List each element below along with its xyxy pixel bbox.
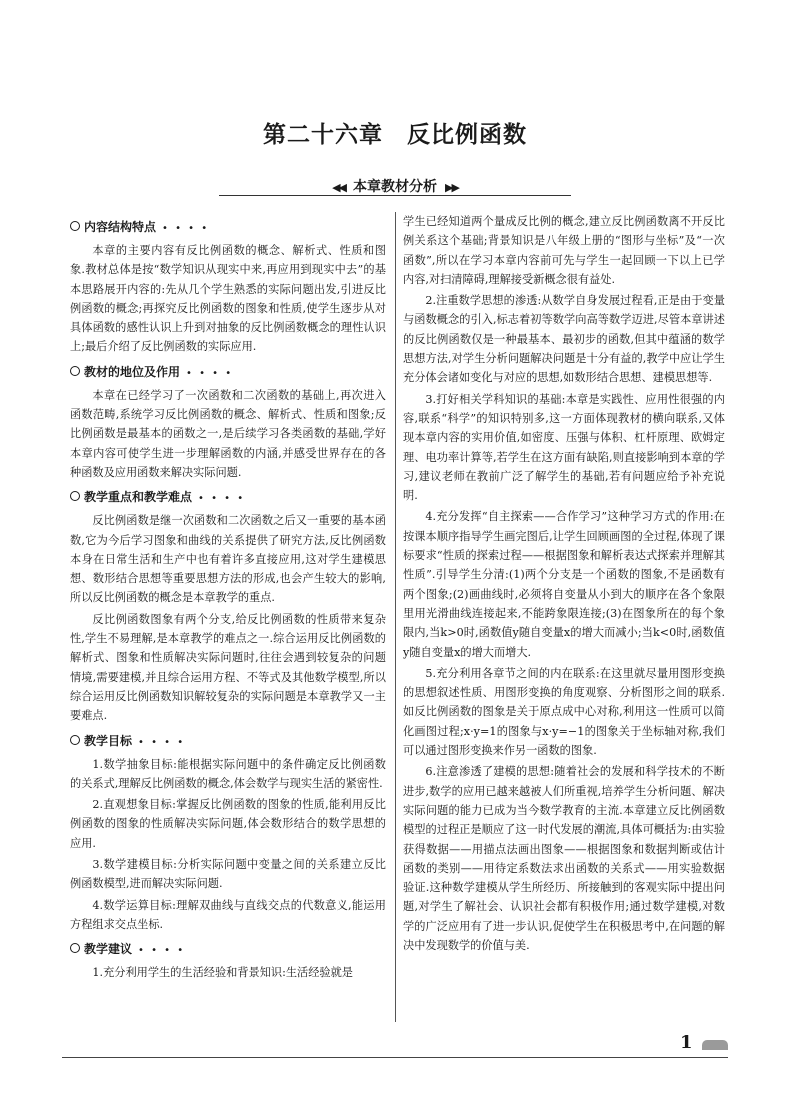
paragraph: 1.充分利用学生的生活经验和背景知识:生活经验就是 (92, 966, 353, 980)
section-heading-suggestions (70, 939, 386, 961)
double-right-arrow-icon: ▶▶ (445, 181, 458, 194)
dots-ornament: • • • • (162, 223, 210, 234)
heading-text: 教学目标 (84, 733, 133, 748)
chapter-title (0, 116, 790, 149)
paragraph: 反比例函数是继一次函数和二次函数之后又一重要的基本函数,它为今后学习图象和曲线的关系提供了研究方法,反比例函数本身在日常生活和生产中也有着许多直接应用,这对学生建模思想、数形结合思想等重要思想方法的形成,也会产生较大的影响,所以反比例函数的概念是本章教学的重点. (70, 514, 386, 605)
paragraph: 4.充分发挥“自主探索——合作学习”这种学习方式的作用:在按课本顺序指导学生画完图后,让学生回顾画图的全过程,体现了课标要求“性质的探索过程——根据图象和解析表达式探索并理解其性质”.引导学生分清:(1)两个分支是一个函数的图象,不是函数有两个图象;(2)画曲线时,必须将自变量从小到大的顺序在各个象限里用光滑曲线连接起来,不能跨象限连接;(3)在图象所在的每个象限内,当k>0时,函数值y随自变量x的增大而减小;当k<0时,函数值y随自变量x的增大而增大. (403, 510, 725, 659)
page-tab-marker (702, 1040, 728, 1050)
paragraph: 5.充分利用各章节之间的内在联系:在这里就尽量用图形变换的思想叙述性质、用图形变换的角度观察、分析图形之间的联系.如反比例函数的图象是关于原点成中心对称,利用这一性质可以简化画图过程;x·y=1的图象与x·y=−1的图象关于坐标轴对称,我们可以通过图形变换来作另一函数的图象. (403, 666, 725, 758)
column-divider (395, 212, 396, 1022)
paragraph: 6.注意渗透了建模的思想:随着社会的发展和科学技术的不断进步,数学的应用已越来越被人们所重视,培养学生分析问题、解决实际问题的能力已成为当今数学教育的主流.本章建立反比例函数模型的过程正是顺应了这一时代发展的潮流,具体可概括为:由实验获得数据——用描点法画出图象——根据图象和数据判断或估计函数的类别——用待定系数法求出函数的关系式——用实验数据验证.这种数学建模从学生所经历、所接触到的客观实际中提出问题,对学生了解社会、认识社会都有积极作用;通过数学建模,对数学的广泛应用有了进一步认识,促使学生在积极思考中,在问题的解决中发现数学的价值与美. (403, 765, 725, 952)
page-number: 1 (680, 1032, 693, 1053)
dots-ornament: • • • • (138, 945, 186, 957)
circle-bullet-icon (70, 943, 80, 953)
circle-bullet-icon (70, 735, 80, 745)
heading-text: 教学重点和教学难点 (84, 490, 193, 505)
dots-ornament: • • • • (138, 736, 186, 748)
paragraph: 本章的主要内容有反比例函数的概念、解析式、性质和图象.教材总体是按“数学知识从现实中来,再应用到现实中去”的基本思路展开内容的:先从几个学生熟悉的实际问题出发,引进反比例函数的概念;再探究反比例函数的图象和性质,使学生逐步从对具体函数的感性认识上升到对抽象的反比例函数概念的理性认识上;最后介绍了反比例函数的实际应用. (70, 244, 386, 354)
paragraph: 2.直观想象目标:掌握反比例函数的图象的性质,能利用反比例函数的图象的性质解决实际问题,体会数形结合的数学思想的应用. (70, 798, 386, 850)
circle-bullet-icon (70, 221, 80, 231)
left-column (70, 212, 386, 985)
circle-bullet-icon (70, 491, 80, 501)
dots-ornament: • • • • (198, 493, 246, 505)
chapter-name: 反比例函数 (407, 122, 527, 148)
section-heading-structure (70, 217, 386, 239)
double-left-arrow-icon: ◀◀ (332, 181, 345, 194)
heading-text: 教学建议 (84, 942, 133, 957)
heading-text: 内容结构特点 (84, 220, 157, 234)
heading-text: 教材的地位及作用 (84, 364, 181, 379)
dots-ornament: • • • • (186, 367, 234, 379)
right-column (403, 212, 725, 957)
paragraph: 3.打好相关学科知识的基础:本章是实践性、应用性很强的内容,联系“科学”的知识特别多,这一方面体现教材的横向联系,又体现本章内容的实用价值,如密度、压强与体积、杠杆原理、欧姆定理、电功率计算等,若学生在这方面有缺陷,则直接影响到本章的学习,建议老师在教前广泛了解学生的基础,若有问题应给予补充说明. (403, 392, 725, 503)
chapter-number: 第二十六章 (263, 122, 383, 148)
section-heading-focus-difficulty (70, 487, 386, 509)
section-banner-title: 本章教材分析 (353, 179, 437, 195)
paragraph: 反比例函数图象有两个分支,给反比例函数的性质带来复杂性,学生不易理解,是本章教学的难点之一.综合运用反比例函数的解析式、图象和性质解决实际问题时,往往会遇到较复杂的问题情境,需要建模,并且综合运用方程、不等式及其他数学模型,所以综合运用反比例函数知识解较复杂的实际问题是本章教学又一主要难点. (70, 612, 386, 723)
banner-underline (219, 195, 571, 196)
paragraph: 本章在已经学习了一次函数和二次函数的基础上,再次进入函数范畴,系统学习反比例函数的概念、解析式、性质和图象;反比例函数是最基本的函数之一,是后续学习各类函数的基础,学好本章内容可使学生进一步理解函数的内涵,并感受世界存在的各种函数及应用函数来解决实际问题. (70, 388, 386, 479)
paragraph: 1.数学抽象目标:能根据实际问题中的条件确定反比例函数的关系式,理解反比例函数的概念,体会数学与现实生活的紧密性. (70, 757, 386, 790)
paragraph: 学生已经知道两个量成反比例的概念,建立反比例函数离不开反比例关系这个基础;背景知识是八年级上册的“图形与坐标”及“一次函数”,所以在学习本章内容前可先与学生一起回顾一下以上已学内容,对扫清障碍,理解接受新概念很有益处. (403, 215, 725, 286)
circle-bullet-icon (70, 366, 80, 376)
paragraph: 3.数学建模目标:分析实际问题中变量之间的关系建立反比例函数模型,进而解决实际问题. (70, 858, 386, 891)
footer-rule (62, 1057, 728, 1058)
paragraph: 2.注重数学思想的渗透:从数学自身发展过程看,正是由于变量与函数概念的引入,标志着初等数学向高等数学迈进,尽管本章讲述的反比例函数仅是一种最基本、最初步的函数,但其中蕴涵的数学思想方法,对学生分析问题解决问题是十分有益的,教学中应让学生充分体会诸如变化与对应的思想,如数形结合思想、建模思想等. (403, 294, 725, 385)
section-heading-position (70, 362, 386, 384)
paragraph: 4.数学运算目标:理解双曲线与直线交点的代数意义,能运用方程组求交点坐标. (70, 898, 386, 931)
section-heading-goals (70, 731, 386, 753)
